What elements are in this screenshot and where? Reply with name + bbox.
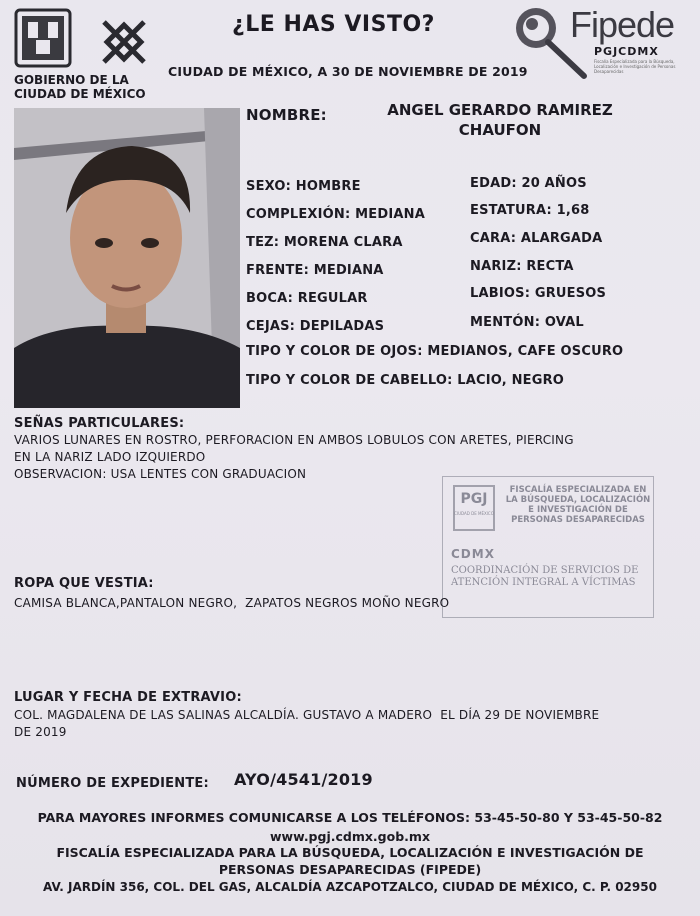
- stamp-coordinacion: COORDINACIÓN DE SERVICIOS DE ATENCIÓN INTEGRAL A VÍCTIMAS: [451, 565, 639, 588]
- cejas: CEJAS: DEPILADAS: [246, 319, 385, 334]
- cdmx-logo: [94, 12, 154, 72]
- tez: TEZ: MORENA CLARA: [246, 235, 403, 250]
- gobierno-name: [14, 73, 146, 101]
- gobierno-line2: CIUDAD DE MÉXICO: [14, 87, 146, 101]
- menton: MENTÓN: OVAL: [470, 315, 584, 330]
- estatura: ESTATURA: 1,68: [470, 203, 590, 218]
- ropa-label: ROPA QUE VESTIA:: [14, 576, 154, 591]
- gobierno-shield-logo: [14, 8, 72, 68]
- observacion: OBSERVACION: USA LENTES CON GRADUACION: [14, 467, 307, 481]
- expediente-label: NÚMERO DE EXPEDIENTE:: [16, 776, 209, 791]
- nariz: NARIZ: RECTA: [470, 259, 574, 274]
- missing-person-photo: [14, 108, 240, 408]
- stamp-pgj-sub: CIUDAD DE MÉXICO: [454, 511, 494, 516]
- fipede-small-text: Fiscalía Especializada para la Búsqueda, Localización e Investigación de Personas Desaparecidas: [594, 59, 676, 74]
- senas-label: SEÑAS PARTICULARES:: [14, 416, 185, 431]
- expediente-value: AYO/4541/2019: [234, 770, 373, 789]
- sexo: SEXO: HOMBRE: [246, 179, 361, 194]
- document-date: CIUDAD DE MÉXICO, A 30 DE NOVIEMBRE DE 2019: [168, 64, 528, 79]
- edad: EDAD: 20 AÑOS: [470, 176, 587, 191]
- stamp-fiscalia: FISCALÍA ESPECIALIZADA EN LA BÚSQUEDA, LOCALIZACIÓN E INVESTIGACIÓN DE PERSONAS DESAPARECIDAS: [505, 485, 651, 525]
- nombre-line1: ANGEL GERARDO RAMIREZ: [387, 101, 613, 119]
- stamp-pgj: PGJ: [460, 491, 488, 507]
- fipede-name: Fipede: [570, 4, 675, 45]
- boca: BOCA: REGULAR: [246, 291, 368, 306]
- lugar-line2: DE 2019: [14, 725, 67, 739]
- page-title: ¿LE HAS VISTO?: [232, 12, 435, 37]
- footer-telefonos: PARA MAYORES INFORMES COMUNICARSE A LOS TELÉFONOS: 53-45-50-80 Y 53-45-50-82: [37, 810, 663, 825]
- nombre-line2: CHAUFON: [458, 121, 542, 139]
- footer-direccion: AV. JARDÍN 356, COL. DEL GAS, ALCALDÍA AZCAPOTZALCO, CIUDAD DE MÉXICO, C. P. 02950: [43, 880, 657, 894]
- labios: LABIOS: GRUESOS: [470, 286, 607, 301]
- nombre-value: [350, 100, 650, 140]
- fipede-sub: PGJCDMX: [594, 45, 659, 58]
- senas-line1: VARIOS LUNARES EN ROSTRO, PERFORACION EN AMBOS LOBULOS CON ARETES, PIERCING: [14, 433, 574, 447]
- footer-web: www.pgj.cdmx.gob.mx: [269, 829, 431, 844]
- lugar-line1: COL. MAGDALENA DE LAS SALINAS ALCALDÍA. GUSTAVO A MADERO EL DÍA 29 DE NOVIEMBRE: [14, 708, 600, 722]
- lugar-label: LUGAR Y FECHA DE EXTRAVIO:: [14, 690, 242, 705]
- stamp-cdmx: CDMX: [451, 547, 495, 561]
- ojos: TIPO Y COLOR DE OJOS: MEDIANOS, CAFE OSCURO: [246, 344, 624, 359]
- cabello: TIPO Y COLOR DE CABELLO: LACIO, NEGRO: [246, 373, 565, 388]
- senas-line2: EN LA NARIZ LADO IZQUIERDO: [14, 450, 206, 464]
- gobierno-line1: GOBIERNO DE LA: [14, 73, 129, 87]
- footer-fiscalia-1: FISCALÍA ESPECIALIZADA PARA LA BÚSQUEDA, LOCALIZACIÓN E INVESTIGACIÓN DE: [56, 845, 644, 860]
- cara: CARA: ALARGADA: [470, 231, 603, 246]
- nombre-label: NOMBRE:: [246, 106, 327, 124]
- official-stamp: [442, 476, 654, 618]
- footer-fiscalia-2: PERSONAS DESAPARECIDAS (FIPEDE): [218, 862, 482, 877]
- ropa-value: CAMISA BLANCA,PANTALON NEGRO, ZAPATOS NEGROS MOÑO NEGRO: [14, 596, 450, 610]
- frente: FRENTE: MEDIANA: [246, 263, 384, 278]
- complexion: COMPLEXIÓN: MEDIANA: [246, 207, 425, 222]
